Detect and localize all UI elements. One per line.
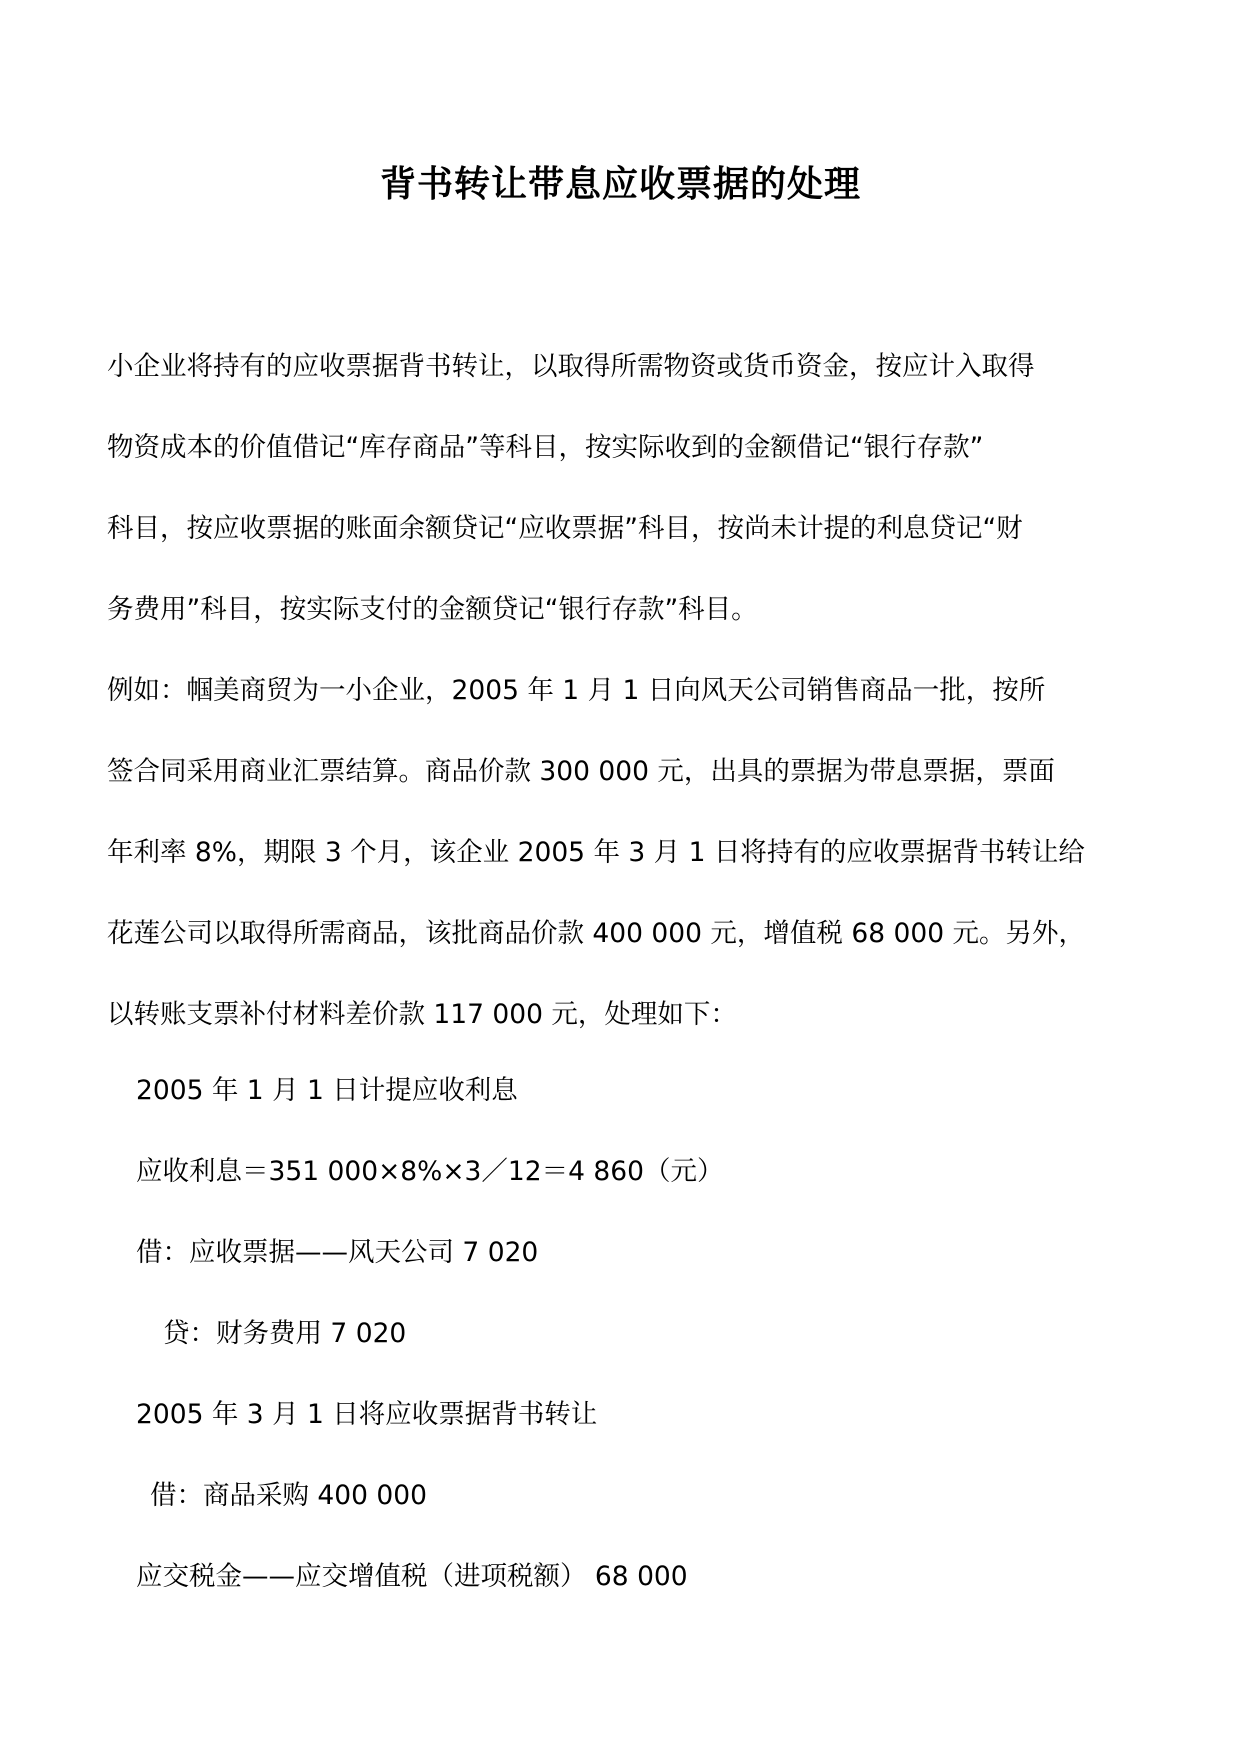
paragraph-line: 以转账支票补付材料差价款 117 000 元，处理如下： bbox=[107, 999, 737, 1030]
paragraph-line: 花莲公司以取得所需商品，该批商品价款 400 000 元，增值税 68 000 元。另外， bbox=[107, 918, 1086, 949]
paragraph-line: 小企业将持有的应收票据背书转让，以取得所需物资或货币资金，按应计入取得 bbox=[107, 351, 1035, 382]
paragraph-line: 物资成本的价值借记“库存商品”等科目，按实际收到的金额借记“银行存款” bbox=[107, 432, 984, 463]
paragraph-line: 务费用”科目，按实际支付的金额贷记“银行存款”科目。 bbox=[107, 594, 758, 625]
entry-debit-purchases: 借：商品采购 400 000 bbox=[150, 1480, 428, 1511]
paragraph-line: 年利率 8%，期限 3 个月，该企业 2005 年 3 月 1 日将持有的应收票据背书转让给 bbox=[107, 837, 1085, 868]
entry-credit-finance-expense: 贷：财务费用 7 020 bbox=[163, 1318, 407, 1349]
entry-debit-notes-receivable: 借：应收票据——风天公司 7 020 bbox=[136, 1237, 539, 1268]
paragraph-line: 例如：帼美商贸为一小企业，2005 年 1 月 1 日向风天公司销售商品一批，按所 bbox=[107, 675, 1046, 706]
entry-heading-endorsement: 2005 年 3 月 1 日将应收票据背书转让 bbox=[136, 1399, 598, 1430]
paragraph-line: 签合同采用商业汇票结算。商品价款 300 000 元，出具的票据为带息票据，票面 bbox=[107, 756, 1055, 787]
paragraph-endorsement-rule bbox=[107, 326, 1147, 650]
document-title: 背书转让带息应收票据的处理 bbox=[379, 163, 861, 205]
paragraph-example bbox=[107, 650, 1147, 1055]
entry-heading-interest: 2005 年 1 月 1 日计提应收利息 bbox=[136, 1075, 518, 1106]
entry-vat-input: 应交税金——应交增值税（进项税额） 68 000 bbox=[136, 1561, 688, 1592]
entry-interest-formula: 应收利息＝351 000×8%×3／12＝4 860（元） bbox=[136, 1156, 724, 1187]
paragraph-line: 科目，按应收票据的账面余额贷记“应收票据”科目，按尚未计提的利息贷记“财 bbox=[107, 513, 1023, 544]
